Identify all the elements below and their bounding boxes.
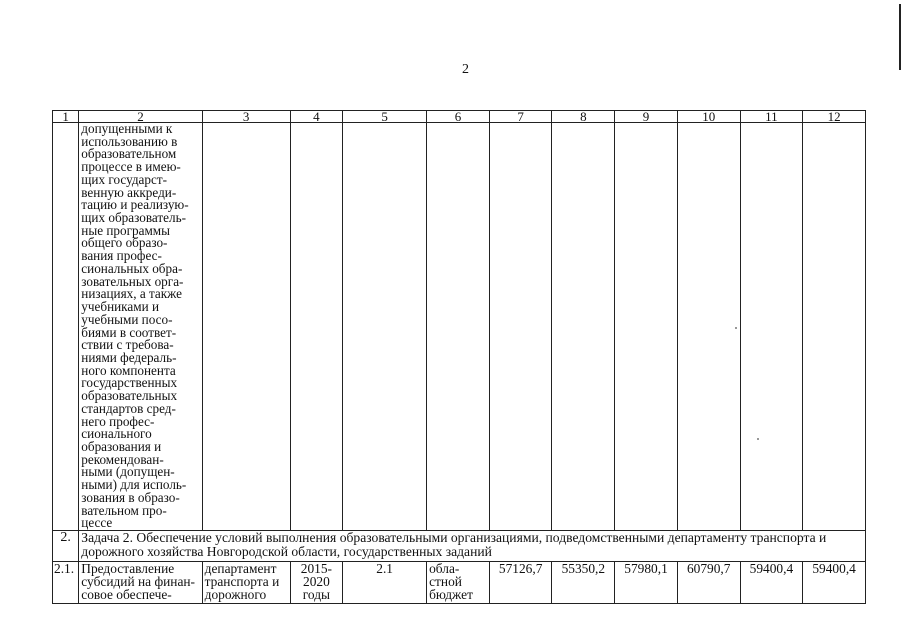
value-cell: 60790,7 — [677, 562, 740, 604]
text-line: ного компонента — [81, 362, 176, 378]
task-row — [53, 531, 866, 562]
continuation-text-cell — [79, 123, 202, 531]
text-line: учебными посо- — [81, 311, 173, 327]
text-line: обла- — [429, 561, 460, 576]
text-line: зовательных орга- — [81, 273, 184, 289]
text-line: учебниками и — [81, 299, 160, 315]
text-line: сиональных обра- — [81, 260, 183, 276]
table-cell — [343, 123, 427, 531]
text-line: тацию и реализую- — [81, 197, 189, 213]
text-line: субсидий на финан- — [81, 574, 196, 589]
column-header: 6 — [427, 111, 490, 123]
text-line: 2015- — [300, 561, 333, 576]
text-line: щих образователь- — [81, 210, 187, 226]
text-line: венную аккреди- — [81, 184, 177, 200]
text-line: ствии с требова- — [81, 337, 174, 353]
text-line: образования и — [81, 438, 162, 454]
table-cell — [202, 123, 290, 531]
column-header: 4 — [290, 111, 343, 123]
text-line: допущенными к — [81, 122, 173, 136]
column-header: 9 — [615, 111, 678, 123]
column-header: 1 — [53, 111, 79, 123]
page-number: 2 — [462, 62, 469, 77]
column-header: 12 — [803, 111, 866, 123]
text-line: использованию в — [81, 133, 178, 149]
text-line: дорожного — [204, 587, 267, 602]
value-cell: 55350,2 — [552, 562, 615, 604]
text-line: департамент — [204, 561, 277, 576]
table-cell — [740, 123, 803, 531]
text-line: сионального — [81, 426, 152, 442]
text-line: вательном про- — [81, 502, 167, 518]
task-title: Задача 2. Обеспечение условий выполнения образовательными организациями, подведомственными департаменту транспорта и дорожного хозяйства Новгородской области, государственных заданий — [79, 531, 866, 562]
value-cell: 59400,4 — [803, 562, 866, 604]
column-header: 3 — [202, 111, 290, 123]
column-header: 5 — [343, 111, 427, 123]
column-header: 10 — [677, 111, 740, 123]
text-line: совое обеспече- — [81, 587, 172, 602]
table-cell — [615, 123, 678, 531]
row-number: 2.1. — [53, 562, 79, 604]
text-line: бюджет — [429, 587, 473, 602]
text-line: цессе — [81, 515, 113, 531]
continuation-row — [53, 123, 866, 531]
value-cell: 59400,4 — [740, 562, 803, 604]
text-line: него профес- — [81, 413, 155, 429]
column-header: 11 — [740, 111, 803, 123]
text-line: щих государст- — [81, 171, 167, 187]
text-line: образовательном — [81, 146, 177, 162]
measures-table — [52, 110, 866, 604]
text-line: 2020 — [303, 574, 330, 589]
text-line: образовательных — [81, 388, 178, 404]
indicator-cell: 2.1 — [343, 562, 427, 604]
text-line: государственных — [81, 375, 178, 391]
table-cell — [290, 123, 343, 531]
table-cell — [489, 123, 552, 531]
text-line: зования в образо- — [81, 489, 180, 505]
text-line: ные программы — [81, 222, 171, 238]
measure-name-cell — [79, 562, 202, 604]
period-cell — [290, 562, 343, 604]
source-cell — [427, 562, 490, 604]
text-line: общего образо- — [81, 235, 168, 251]
text-line: стандартов сред- — [81, 400, 176, 416]
text-line: годы — [302, 587, 331, 602]
text-line: транспорта и — [204, 574, 280, 589]
table-cell — [53, 123, 79, 531]
text-line: ниями федераль- — [81, 349, 177, 365]
text-line: рекомендован- — [81, 451, 164, 467]
text-line: ными (допущен- — [81, 464, 175, 480]
text-line: процессе в имею- — [81, 159, 181, 175]
text-line: Предоставление — [81, 561, 175, 576]
text-line: биями в соответ- — [81, 324, 177, 340]
text-line: низациях, а также — [81, 286, 182, 302]
table-row — [53, 562, 866, 604]
page-edge-mark — [899, 4, 901, 70]
text-line: стной — [429, 574, 462, 589]
table-cell — [803, 123, 866, 531]
executor-cell — [202, 562, 290, 604]
text-line: вания профес- — [81, 248, 162, 264]
task-number: 2. — [53, 531, 79, 562]
table-cell — [552, 123, 615, 531]
table-cell — [677, 123, 740, 531]
column-number-row — [53, 111, 866, 123]
column-header: 7 — [489, 111, 552, 123]
table-cell — [427, 123, 490, 531]
text-line: ными) для исполь- — [81, 477, 187, 493]
column-header: 2 — [79, 111, 202, 123]
value-cell: 57126,7 — [489, 562, 552, 604]
column-header: 8 — [552, 111, 615, 123]
value-cell: 57980,1 — [615, 562, 678, 604]
